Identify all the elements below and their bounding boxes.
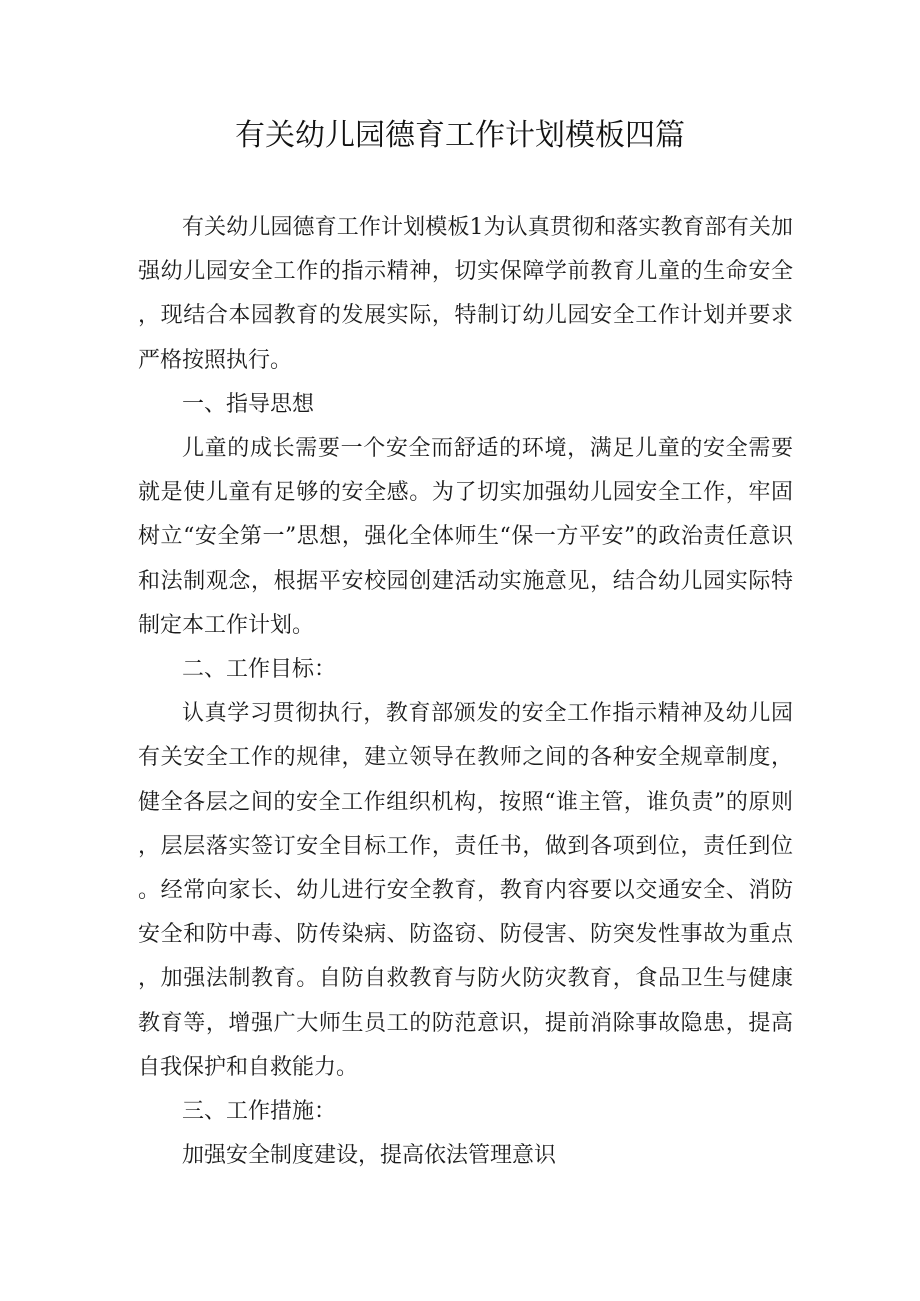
paragraph-work-goals: 认真学习贯彻执行，教育部颁发的安全工作指示精神及幼儿园有关安全工作的规律，建立领导在教师之间的各种安全规章制度，健全各层之间的安全工作组织机构，按照“谁主管，谁负责”的原则，层层落实签订安全目标工作，责任书，做到各项到位，责任到位。经常向家长、幼儿进行安全教育，教育内容要以交通安全、消防安全和防中毒、防传染病、防盗窃、防侵害、防突发性事故为重点，加强法制教育。自防自救教育与防火防灾教育，食品卫生与健康教育等，增强广大师生员工的防范意识，提前消除事故隐患，提高自我保护和自救能力。 (138, 701, 793, 1080)
paragraph-work-measures: 加强安全制度建设，提高依法管理意识 (182, 1143, 557, 1169)
section-heading-work-measures: 三、工作措施： (182, 1099, 337, 1125)
section-heading-guiding-ideology: 一、指导思想 (182, 391, 315, 417)
document-body (138, 206, 793, 1178)
paragraph-intro: 有关幼儿园德育工作计划模板1为认真贯彻和落实教育部有关加强幼儿园安全工作的指示精神，切实保障学前教育儿童的生命安全，现结合本园教育的发展实际，特制订幼儿园安全工作计划并要求严格按照执行。 (138, 215, 793, 373)
section-heading-work-goals: 二、工作目标： (182, 657, 337, 683)
document-title: 有关幼儿园德育工作计划模板四篇 (235, 118, 685, 153)
paragraph-guiding-ideology: 儿童的成长需要一个安全而舒适的环境，满足儿童的安全需要就是使儿童有足够的安全感。为了切实加强幼儿园安全工作，牢固树立“安全第一”思想，强化全体师生“保一方平安”的政治责任意识和法制观念，根据平安校园创建活动实施意见，结合幼儿园实际特制定本工作计划。 (138, 436, 793, 638)
